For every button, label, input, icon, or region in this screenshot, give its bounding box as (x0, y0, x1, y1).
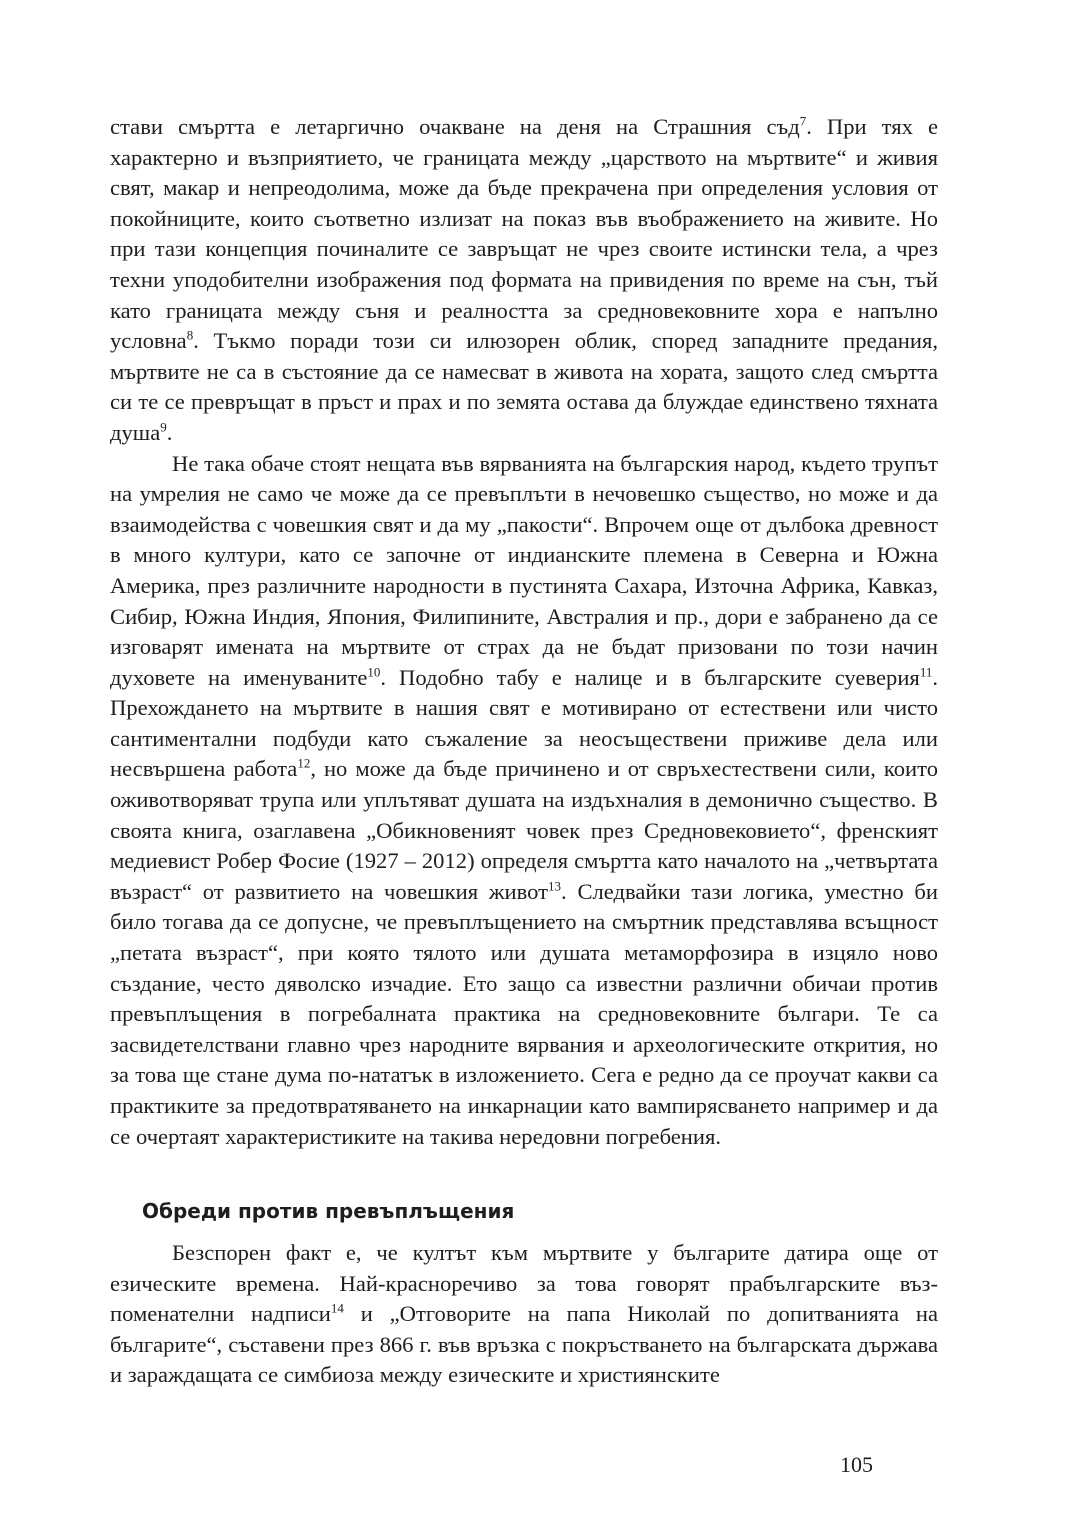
footnote-ref-10: 10 (367, 664, 381, 680)
paragraph-2-text-4: , но може да бъде причинено и от свръхестествени сили, които оживотворяват трупа или уплътяват душата на издъхналия в демонично същество. В своята книга, озаглавена „Обикновеният човек през Средновековието“, френският медиевист Робер Фосие (1927 – 2012) определя смъртта като началото на „четвъртата възраст“ от развитието на човешкия живот (110, 756, 938, 904)
paragraph-2-text-1: Не така обаче стоят нещата във вярванията на българския народ, където трупът на умрелия не само че може да се превъплъти в нечовешко същество, но може и да взаимодейства с човешкия свят и да му „пакости“. Впрочем още от дълбока древност в много култури, като се започне от индианските племена в Северна и Южна Америка, през различните народности в пустинята Сахара, Източна Африка, Кавказ, Сибир, Южна Индия, Япония, Филипините, Австралия и пр., дори е забранено да се изговарят имената на мъртвите от страх да не бъдат призовани по този начин духовете на именуваните (110, 450, 938, 690)
paragraph-1-text-3: . Тъкмо поради този си илюзорен облик, според западните предания, мъртвите не са в състояние да се намесват в живота на хората, защото след смъртта си те се превръщат в пръст и прах и по земята остава да блуждае единствено тяхната душа (110, 328, 938, 445)
section-heading: Обреди против превъплъщения (142, 1199, 515, 1223)
footnote-ref-8: 8 (186, 327, 194, 343)
paragraph-1-text-1: стави смъртта е летаргично очакване на деня на Страшния съд (110, 114, 800, 139)
footnote-ref-11: 11 (919, 664, 933, 680)
footnote-ref-13: 13 (548, 878, 562, 894)
footnote-ref-9: 9 (160, 419, 167, 435)
paragraph-2 (110, 449, 938, 1153)
footnote-ref-7: 7 (799, 113, 807, 129)
body-text-top (110, 112, 938, 1152)
paragraph-2-text-2: . Подобно табу е налице и в българските суеверия (380, 664, 920, 690)
paragraph-3-text-2: и „Отговорите на папа Николай по допитванията на българите“, съставени през 866 г. във връзка с покръстването на българската държава и зараждащата се симбиоза между езическите и християнските (110, 1301, 938, 1388)
footnote-ref-12: 12 (297, 755, 311, 771)
paragraph-continuation (110, 112, 938, 449)
body-text-bottom (110, 1238, 938, 1391)
paragraph-3 (110, 1238, 938, 1391)
paragraph-1-text-2: . При тях е характерно и възприятието, че границата между „царството на мъртвите“ и живия свят, макар и непреодолима, може да бъде прекрачена при определения условия от покойниците, които съответно излизат на показ във въображението на живите. Но при тази концепция починалите се завръщат не чрез своите истински тела, а чрез техни уподобителни изображения под формата на привидения по време на сън, тъй като границата между съня и реалността за средновековните хора е напълно условна (110, 114, 939, 354)
paragraph-1-text-4: . (166, 419, 173, 445)
footnote-ref-14: 14 (330, 1300, 344, 1316)
page-number: 105 (840, 1452, 873, 1477)
paragraph-2-text-5: . Следвайки тази логика, уместно би било тогава да се допусне, че превъплъщението на смъртник представлява всъщност „петата възраст“, при която тялото или душата метаморфозира в изцяло ново създание, често дяволско изчадие. Ето защо са известни различни обичаи против превъплъщения в погребалната практика на средновековните българи. Те са засвидетелствани главно чрез народните вярвания и археологическите открития, но за това ще стане дума по-нататък в изложението. Сега е редно да се проучат какви са практиките за предотвратяването на инкарнации като вампирясването например и да се очертаят характеристиките на такива нередовни погребения. (110, 878, 938, 1149)
paragraph-3-text-1: Безспорен факт е, че култът към мъртвите у българите датира още от езическите времена. Най-красноречиво за това говорят прабългарските възпоменателни надписи (110, 1240, 938, 1327)
paragraph-2-text-3: . Прехождането на мъртвите в нашия свят е мотивирано от естествени или чисто сантиментални подбуди като съжаление за неосъществени приживе дела или несвършена работа (110, 664, 938, 782)
